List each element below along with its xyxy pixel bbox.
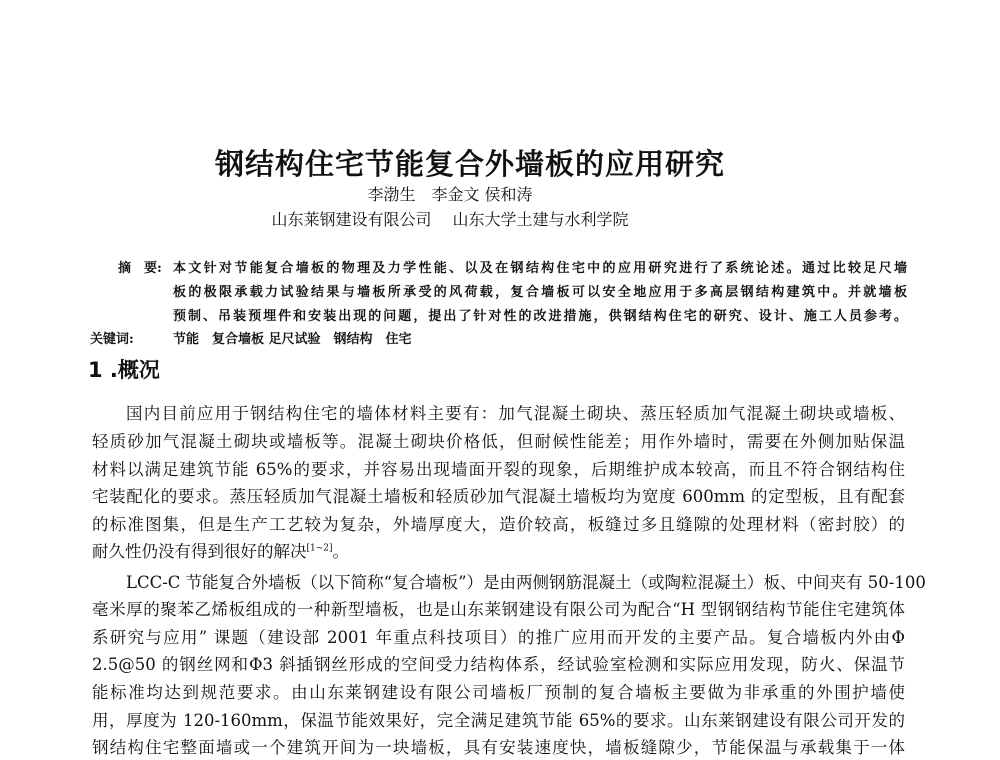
section-heading: 1 .概况 [88,358,160,382]
keywords-text: 节能 复合墙板 足尺试验 钢结构 住宅 [173,332,412,347]
body-text: 耐久性仍没有得到很好的解决 [92,542,307,561]
body-line: 国内目前应用于钢结构住宅的墙体材料主要有：加气混凝土砌块、蒸压轻质加气混凝土砌块或墙板、 [126,404,905,423]
citation: [1~2] [306,543,333,554]
body-text: 。 [332,542,350,561]
keywords-label: 关键词: [90,332,134,347]
body-line: 系研究与应用” 课题（建设部 2001 年重点科技项目）的推广应用而开发的主要产品。复合墙板内外由Φ [92,628,905,647]
body-line: 用，厚度为 120-160mm，保温节能效果好，完全满足建筑节能 65%的要求。山东莱钢建设有限公司开发的 [92,711,905,730]
body-line: 的标准图集，但是生产工艺较为复杂，外墙厚度大，造价较高，板缝过多且缝隙的处理材料（密封胶）的 [92,515,905,534]
body-line: 2.5@50 的钢丝网和Φ3 斜插钢丝形成的空间受力结构体系，经试验室检测和实际应用发现，防火、保温节 [92,655,905,674]
body-line: LCC-C 节能复合外墙板（以下简称“复合墙板”）是由两侧钢筋混凝土（或陶粒混凝土）板、中间夹有 50-100 [126,573,926,592]
body-line [92,538,905,562]
body-line: 能标准均达到规范要求。由山东莱钢建设有限公司墙板厂预制的复合墙板主要做为非承重的外围护墙使 [92,683,905,702]
affiliations: 山东莱钢建设有限公司 山东大学土建与水利学院 [271,210,629,229]
body-line: 钢结构住宅整面墙或一个建筑开间为一块墙板，具有安装速度快，墙板缝隙少，节能保温与承载集于一体 [92,738,905,757]
paper-title: 钢结构住宅节能复合外墙板的应用研究 [214,147,725,181]
abstract-label: 摘 要: [118,261,162,276]
abstract-line: 预制、吊装预埋件和安装出现的问题，提出了针对性的改进措施，供钢结构住宅的研究、设计、施工人员参考。 [173,309,907,324]
body-line: 宅装配化的要求。蒸压轻质加气混凝土墙板和轻质砂加气混凝土墙板均为宽度 600mm 的定型板，且有配套 [92,487,905,506]
abstract-line: 本文针对节能复合墙板的物理及力学性能、以及在钢结构住宅中的应用研究进行了系统论述。通过比较足尺墙 [173,261,907,276]
body-line: 轻质砂加气混凝土砌块或墙板等。混凝土砌块价格低，但耐候性能差；用作外墙时，需要在外侧加贴保温 [92,432,905,451]
body-line: 毫米厚的聚苯乙烯板组成的一种新型墙板，也是山东莱钢建设有限公司为配合“H 型钢钢结构节能住宅建筑体 [92,600,905,619]
body-line: 材料以满足建筑节能 65%的要求，并容易出现墙面开裂的现象，后期维护成本较高，而且不符合钢结构住 [92,460,905,479]
abstract-line: 板的极限承载力试验结果与墙板所承受的风荷载，复合墙板可以安全地应用于多高层钢结构建筑中。并就墙板 [173,285,907,300]
authors: 李渤生 李金文 侯和涛 [367,185,533,204]
